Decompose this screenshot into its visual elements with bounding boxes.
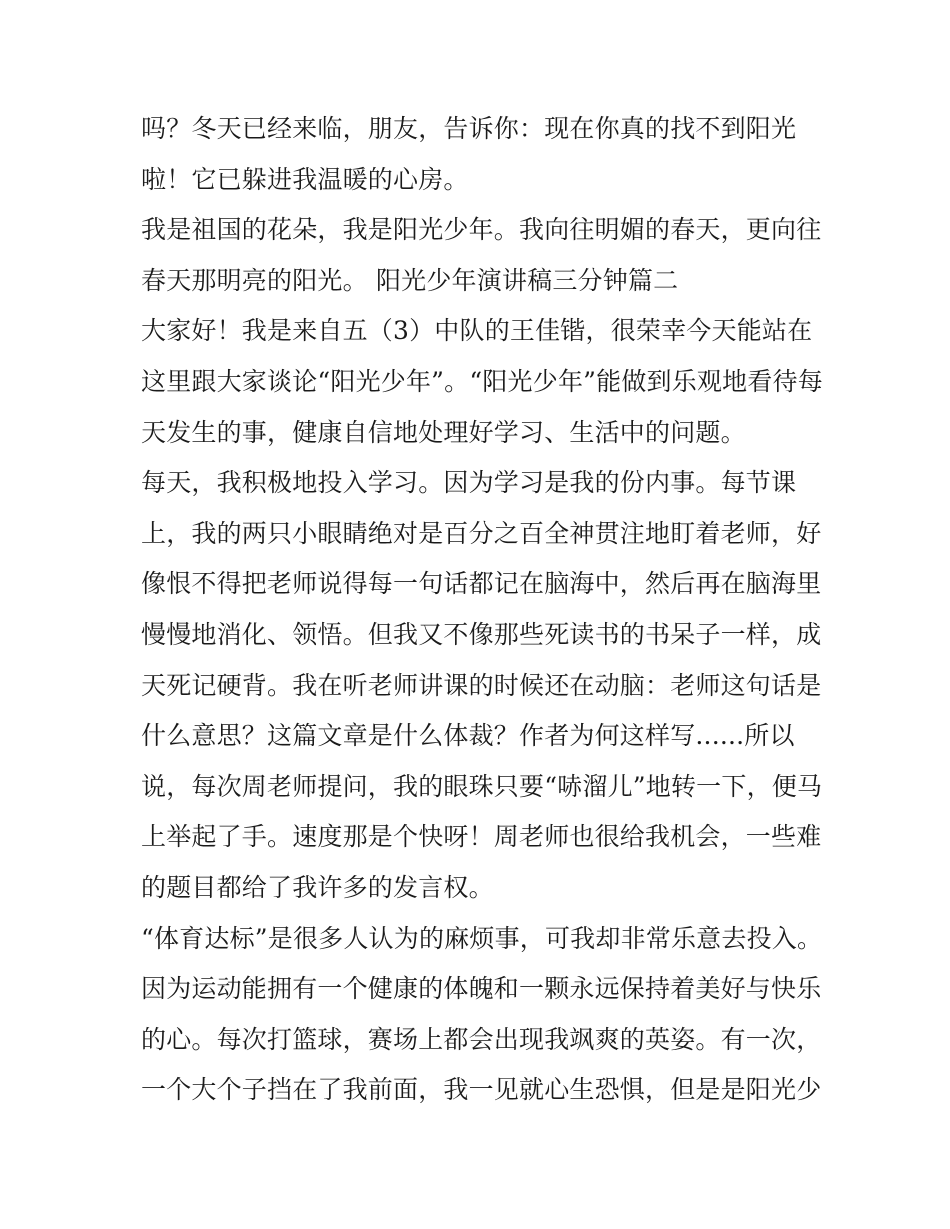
text-line: 上举起了手。速度那是个快呀！周老师也很给我机会，一些难 [141, 822, 822, 852]
text-line: 的题目都给了我许多的发言权。 [141, 872, 494, 902]
text-line: 说，每次周老师提问，我的眼珠只要“哧溜儿”地转一下，便马 [141, 771, 823, 801]
text-line: 一个大个子挡在了我前面，我一见就心生恐惧，但是是阳光少 [141, 1075, 822, 1105]
text-line: 像恨不得把老师说得每一句话都记在脑海中，然后再在脑海里 [141, 569, 822, 599]
text-line: 什么意思？这篇文章是什么体裁？作者为何这样写......所以 [141, 721, 795, 751]
text-line: 春天那明亮的阳光。 阳光少年演讲稿三分钟篇二 [141, 265, 679, 295]
text-line: 啦！它已躲进我温暖的心房。 [141, 164, 469, 194]
text-line: 慢慢地消化、领悟。但我又不像那些死读书的书呆子一样，成 [141, 619, 822, 649]
text-line: “体育达标”是很多人认为的麻烦事，可我却非常乐意去投入。 [141, 923, 823, 953]
text-line: 吗？冬天已经来临，朋友，告诉你：现在你真的找不到阳光 [141, 114, 797, 143]
text-line: 因为运动能拥有一个健康的体魄和一颗永远保持着美好与快乐 [141, 974, 822, 1004]
text-line: 每天，我积极地投入学习。因为学习是我的份内事。每节课 [141, 468, 797, 498]
text-line: 大家好！我是来自五（3）中队的王佳锴，很荣幸今天能站在 [141, 316, 813, 346]
text-line: 天死记硬背。我在听老师讲课的时候还在动脑：老师这句话是 [141, 670, 822, 700]
text-line: 我是祖国的花朵，我是阳光少年。我向往明媚的春天，更向往 [141, 215, 822, 245]
text-line: 上，我的两只小眼睛绝对是百分之百全神贯注地盯着老师，好 [141, 518, 822, 548]
text-line: 的心。每次打篮球，赛场上都会出现我飒爽的英姿。有一次， [141, 1024, 822, 1054]
body-text [141, 104, 821, 1116]
text-line: 天发生的事，健康自信地处理好学习、生活中的问题。 [141, 417, 746, 447]
text-line: 这里跟大家谈论“阳光少年”。“阳光少年”能做到乐观地看待每 [141, 366, 823, 396]
